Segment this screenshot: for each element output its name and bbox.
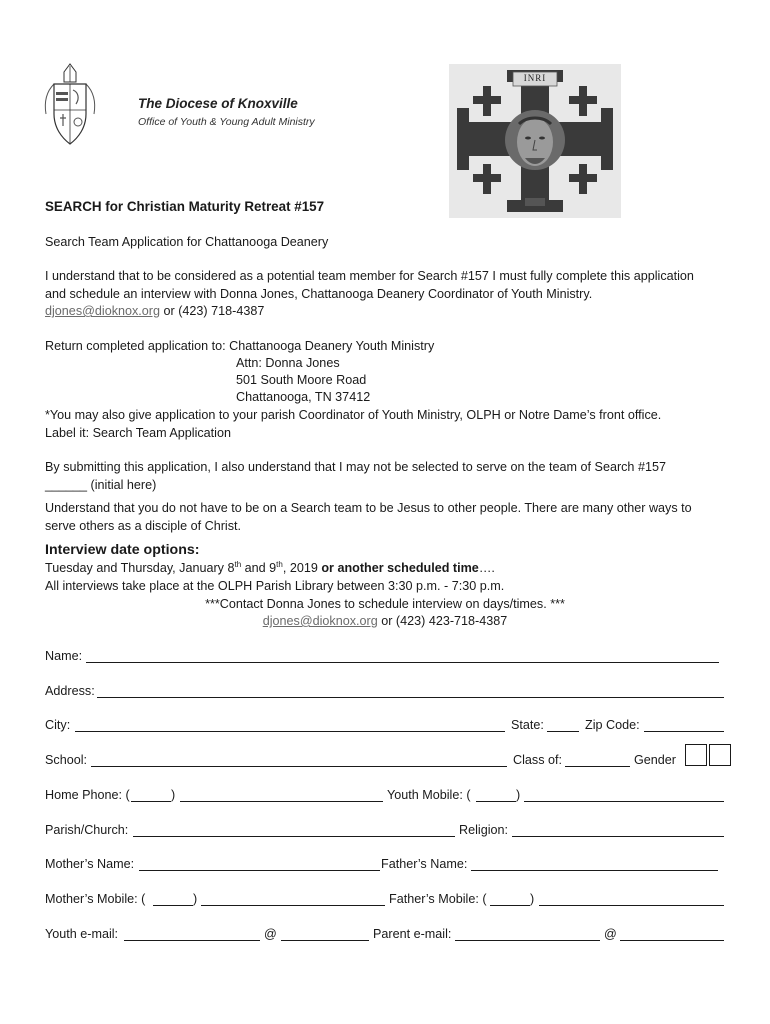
- diocese-coat-of-arms: [40, 62, 136, 148]
- return-line: Return completed application to: Chattanooga Deanery Youth Ministry: [45, 339, 435, 353]
- return-street: 501 South Moore Road: [236, 373, 367, 387]
- interview-contact: ***Contact Donna Jones to schedule interview on days/times. ***: [205, 597, 565, 611]
- fathers-mobile-area[interactable]: [490, 905, 530, 906]
- intro-contact: [45, 303, 264, 320]
- school-field[interactable]: [91, 766, 507, 767]
- youth-mobile-area[interactable]: [476, 801, 516, 802]
- jerusalem-cross-image: [449, 64, 621, 218]
- religion-label: Religion:: [459, 823, 509, 837]
- intro-line-1: I understand that to be considered as a potential team member for Search #157 I must fully complete this application: [45, 269, 694, 283]
- school-label: School:: [45, 753, 88, 767]
- return-note-1: *You may also give application to your parish Coordinator of Youth Ministry, OLPH or Notre Dame’s front office.: [45, 408, 662, 422]
- dates-sup-1: th: [234, 559, 242, 569]
- fathers-name-label: Father’s Name:: [381, 857, 468, 871]
- submit-initial: ______ (initial here): [45, 478, 157, 492]
- parish-label: Parish/Church:: [45, 823, 129, 837]
- interview-heading: Interview date options:: [45, 542, 200, 558]
- parent-email-domain[interactable]: [620, 940, 724, 941]
- mothers-mobile-area[interactable]: [153, 905, 193, 906]
- gender-checkbox-1[interactable]: [685, 744, 707, 766]
- youth-mobile-number[interactable]: [524, 801, 724, 802]
- zip-label: Zip Code:: [585, 718, 640, 732]
- name-field[interactable]: [86, 662, 719, 663]
- dates-part-d: ….: [478, 561, 495, 575]
- religion-field[interactable]: [512, 836, 724, 837]
- parish-field[interactable]: [133, 836, 455, 837]
- name-label: Name:: [45, 649, 83, 663]
- return-city: Chattanooga, TN 37412: [236, 390, 371, 404]
- office-name: Office of Youth & Young Adult Ministry: [138, 116, 315, 128]
- page-title: SEARCH for Christian Maturity Retreat #157: [45, 199, 325, 214]
- intro-phone: or (423) 718-4387: [160, 304, 265, 318]
- interview-phone: or (423) 423-718-4387: [377, 614, 508, 628]
- fathers-mobile-label: Father’s Mobile: (: [389, 892, 487, 906]
- home-phone-number[interactable]: [180, 801, 383, 802]
- mothers-name-field[interactable]: [139, 870, 380, 871]
- inri-inscription: INRI: [523, 73, 547, 83]
- return-attn: Attn: Donna Jones: [236, 356, 340, 370]
- interview-location: All interviews take place at the OLPH Parish Library between 3:30 p.m. - 7:30 p.m.: [45, 579, 505, 593]
- interview-contact-info: [0, 613, 770, 630]
- subtitle: Search Team Application for Chattanooga Deanery: [45, 235, 329, 249]
- dates-part-b: and 9: [241, 561, 277, 575]
- understand-line-2: serve others as a disciple of Christ.: [45, 519, 241, 533]
- submit-line-1: By submitting this application, I also understand that I may not be selected to serve on the team of Search #157: [45, 460, 666, 474]
- intro-line-2: and schedule an interview with Donna Jones, Chattanooga Deanery Coordinator of Youth Ministry.: [45, 287, 593, 301]
- gender-checkbox-2[interactable]: [709, 744, 731, 766]
- youth-mobile-label: Youth Mobile: (: [387, 788, 471, 802]
- youth-email-domain[interactable]: [281, 940, 369, 941]
- address-label: Address:: [45, 684, 95, 698]
- home-phone-close: ): [171, 788, 176, 802]
- youth-email-at: @: [264, 927, 277, 941]
- youth-email-user[interactable]: [124, 940, 260, 941]
- intro-email-link[interactable]: djones@dioknox.org: [45, 304, 161, 318]
- interview-email-link[interactable]: djones@dioknox.org: [262, 614, 378, 628]
- understand-line-1: Understand that you do not have to be on a Search team to be Jesus to other people. There are many other ways to: [45, 501, 692, 515]
- interview-dates: [45, 560, 495, 577]
- parent-email-label: Parent e-mail:: [373, 927, 452, 941]
- home-phone-area[interactable]: [131, 801, 171, 802]
- return-note-2: Label it: Search Team Application: [45, 426, 231, 440]
- youth-email-label: Youth e-mail:: [45, 927, 119, 941]
- mothers-mobile-label: Mother’s Mobile: (: [45, 892, 146, 906]
- gender-label: Gender: [634, 753, 677, 767]
- zip-field[interactable]: [644, 731, 724, 732]
- city-label: City:: [45, 718, 71, 732]
- parent-email-at: @: [604, 927, 617, 941]
- home-phone-label: Home Phone: (: [45, 788, 130, 802]
- state-label: State:: [511, 718, 544, 732]
- dates-bold: or another scheduled time: [321, 561, 479, 575]
- dates-part-c: , 2019: [282, 561, 322, 575]
- youth-mobile-close: ): [516, 788, 521, 802]
- class-of-field[interactable]: [565, 766, 630, 767]
- city-field[interactable]: [75, 731, 505, 732]
- fathers-mobile-close: ): [530, 892, 535, 906]
- mothers-mobile-number[interactable]: [201, 905, 385, 906]
- address-field[interactable]: [97, 697, 724, 698]
- dates-part-a: Tuesday and Thursday, January 8: [45, 561, 235, 575]
- dates-sup-2: th: [276, 559, 283, 569]
- org-name: The Diocese of Knoxville: [138, 96, 298, 111]
- mothers-mobile-close: ): [193, 892, 198, 906]
- mothers-name-label: Mother’s Name:: [45, 857, 135, 871]
- state-field[interactable]: [547, 731, 579, 732]
- class-of-label: Class of:: [513, 753, 562, 767]
- parent-email-user[interactable]: [455, 940, 600, 941]
- fathers-mobile-number[interactable]: [539, 905, 724, 906]
- fathers-name-field[interactable]: [471, 870, 718, 871]
